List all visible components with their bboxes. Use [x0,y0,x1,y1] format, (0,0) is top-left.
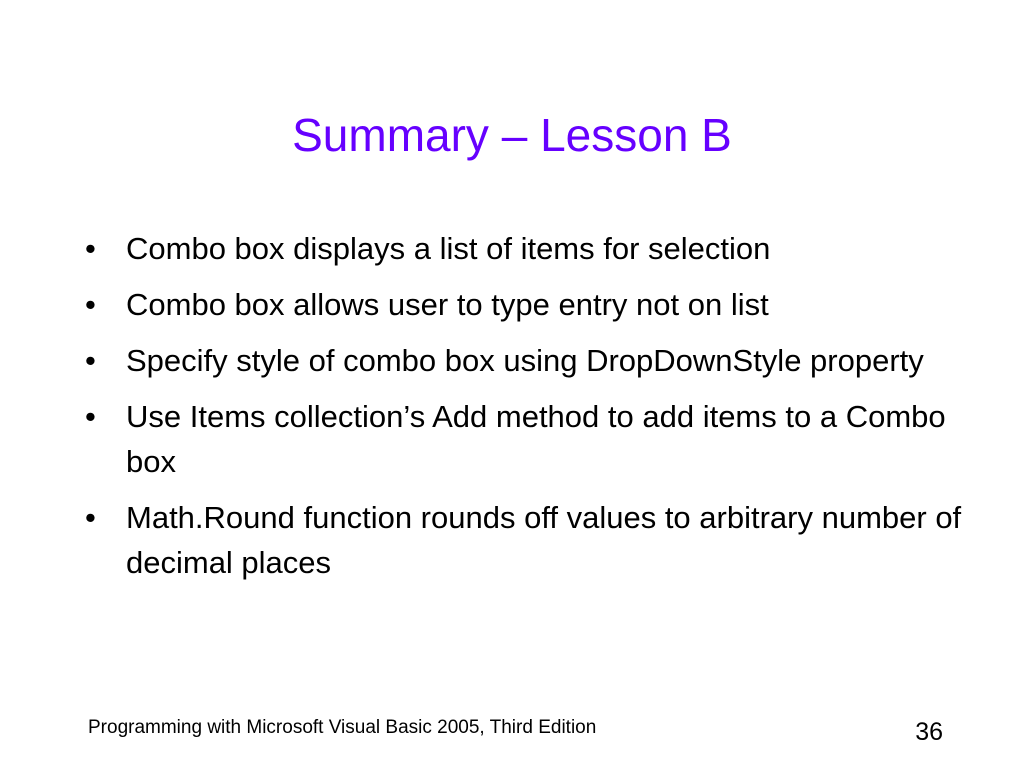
bullet-item [85,338,965,383]
bullet-marker: • [85,287,96,322]
footer-text: Programming with Microsoft Visual Basic 2005, Third Edition [88,717,597,738]
bullet-text: Specify style of combo box using DropDownStyle property [126,343,924,378]
bullet-item [85,226,965,271]
bullet-text: Combo box allows user to type entry not on list [126,287,769,322]
bullet-marker: • [85,343,96,378]
bullet-item [85,394,965,484]
bullet-marker: • [85,399,96,434]
bullet-list [85,226,965,596]
bullet-marker: • [85,231,96,266]
bullet-text: Combo box displays a list of items for selection [126,231,771,266]
bullet-text: Math.Round function rounds off values to arbitrary number of decimal places [126,500,962,580]
slide-title: Summary – Lesson B [292,109,732,161]
page-number: 36 [915,718,943,746]
bullet-text: Use Items collection’s Add method to add items to a Combo box [126,399,946,479]
bullet-item [85,282,965,327]
bullet-item [85,495,965,585]
bullet-marker: • [85,500,96,535]
